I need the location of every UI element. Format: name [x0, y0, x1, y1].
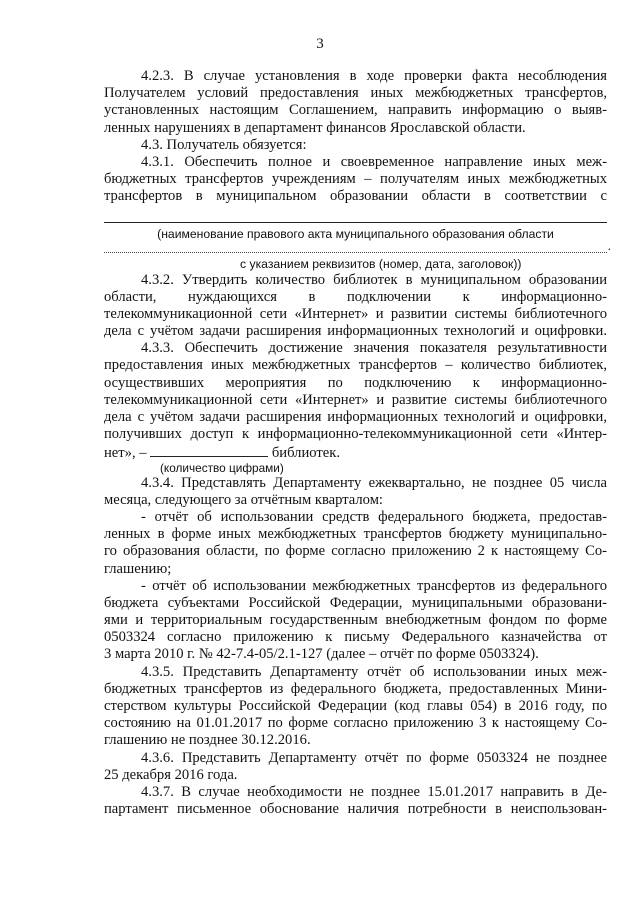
text-fragment: библиотек. — [271, 445, 340, 462]
blank-line-requisites — [104, 237, 611, 256]
fill-in-line — [104, 252, 607, 253]
text-line: установленных настоящим Соглашением, направить информацию о выяв- — [104, 102, 607, 119]
paragraph-4-3-1 — [104, 154, 607, 206]
paragraph-4-3: 4.3. Получатель обязуется: — [141, 136, 307, 153]
text-line: - отчёт об использовании средств федерального бюджета, предостав- — [141, 508, 607, 525]
paragraph-4-3-2 — [104, 272, 607, 341]
text-line: Получателем условий предоставления иных межбюджетных трансфертов, — [104, 85, 607, 102]
text-line: 4.3.4. Представлять Департаменту ежеквартально, не позднее 05 числа — [141, 474, 607, 491]
caption-count: (количество цифрами) — [160, 460, 284, 475]
text-line: 4.3.3. Обеспечить достижение значения показателя результативности — [141, 340, 607, 357]
text-line: 4.3.2. Утвердить количество библиотек в муниципальном образовании — [141, 271, 607, 288]
caption-requisites: с указанием реквизитов (номер, дата, заголовок)) — [240, 256, 522, 271]
text-line — [104, 443, 607, 460]
text-line: дела с учётом задачи расширения информационных технологий и оцифровки, — [104, 409, 607, 425]
page-number: 3 — [316, 36, 324, 52]
text-line: предоставления иных межбюджетных трансфертов – количество библиотек, — [104, 357, 607, 374]
text-line: 4.3.7. В случае необходимости не позднее 15.01.2017 направить в Де- — [141, 783, 607, 800]
paragraph-4-3-5 — [104, 664, 607, 750]
paragraph-4-3-3 — [104, 340, 607, 474]
text-fragment: нет», – — [104, 445, 147, 462]
text-line: го образования области, по форме согласно приложению 2 к настоящему Со- — [104, 543, 607, 560]
text-line: глашению; — [104, 560, 172, 577]
caption-legal-act: (наименование правового акта муниципального образования области — [157, 226, 554, 241]
text-line: получивших доступ к информационно-телекоммуникационной сети «Интер- — [104, 426, 607, 443]
text-line: партамент письменное обоснование наличия потребности в неиспользован- — [104, 801, 607, 818]
text-line: 0503324 согласно приложению к письму Федерального казначейства от — [104, 629, 607, 646]
text-line: осуществивших мероприятия по подключению к информационно- — [104, 374, 607, 391]
text-line: бюджетных трансфертов учреждениям – получателям иных межбюджетных — [104, 171, 607, 188]
text-line: 4.3.5. Представить Департаменту отчёт об использовании иных меж- — [141, 663, 607, 680]
text-line: 3 марта 2010 г. № 42-7.4-05/2.1-127 (далее – отчёт по форме 0503324). — [104, 646, 539, 663]
text-line: 4.3.6. Представить Департаменту отчёт по форме 0503324 не позднее — [141, 749, 607, 766]
paragraph-4-2-3 — [104, 68, 607, 137]
text-line: состоянию на 01.01.2017 по форме согласно приложению 3 к настоящему Со- — [104, 715, 607, 732]
text-line: бюджетных трансфертов из федерального бюджета, предоставленных Мини- — [104, 680, 607, 697]
fill-in-line — [104, 222, 607, 223]
text-line: ленных в форме иных межбюджетных трансфертов бюджету муниципально- — [104, 526, 607, 543]
text-line: глашению не позднее 30.12.2016. — [104, 732, 311, 749]
text-line: телекоммуникационной сети «Интернет» и развитие системы библиотечного — [104, 391, 607, 408]
paragraph-4-3-7 — [104, 784, 607, 818]
paragraph-4-3-4 — [104, 475, 607, 664]
line-end-period: . — [607, 237, 611, 253]
text-line: ями и территориальным государственным внебюджетным фондом по форме — [104, 612, 607, 629]
text-line: ленных нарушениях в департамент финансов Ярославской области. — [104, 119, 526, 136]
paragraph-4-3-6 — [104, 750, 607, 784]
text-line: - отчёт об использовании межбюджетных трансфертов из федерального — [141, 577, 607, 594]
text-line: трансфертов в муниципальном образовании области в соответствии с — [104, 188, 607, 205]
text-line: дела с учётом задачи расширения информационных технологий и оцифровки. — [104, 323, 607, 340]
text-line: месяца, следующего за отчётным кварталом: — [104, 491, 383, 508]
text-line: области, нуждающихся в подключении к информационно- — [104, 288, 607, 305]
text-line: 25 декабря 2016 года. — [104, 766, 238, 783]
library-count-blank — [150, 443, 268, 457]
text-line: 4.3.1. Обеспечить полное и своевременное направление иных меж- — [141, 153, 607, 170]
text-line: 4.2.3. В случае установления в ходе проверки факта несоблюдения — [141, 68, 607, 84]
text-line: бюджета субъектами Российской Федерации, муниципальными образовани- — [104, 594, 607, 611]
text-line: стерством культуры Российской Федерации (код главы 054) в 2016 году, по — [104, 698, 607, 714]
document-body — [104, 68, 611, 818]
blank-line-legal-act — [104, 206, 607, 226]
text-line: телекоммуникационной сети «Интернет» и развитии системы библиотечного — [104, 305, 607, 322]
